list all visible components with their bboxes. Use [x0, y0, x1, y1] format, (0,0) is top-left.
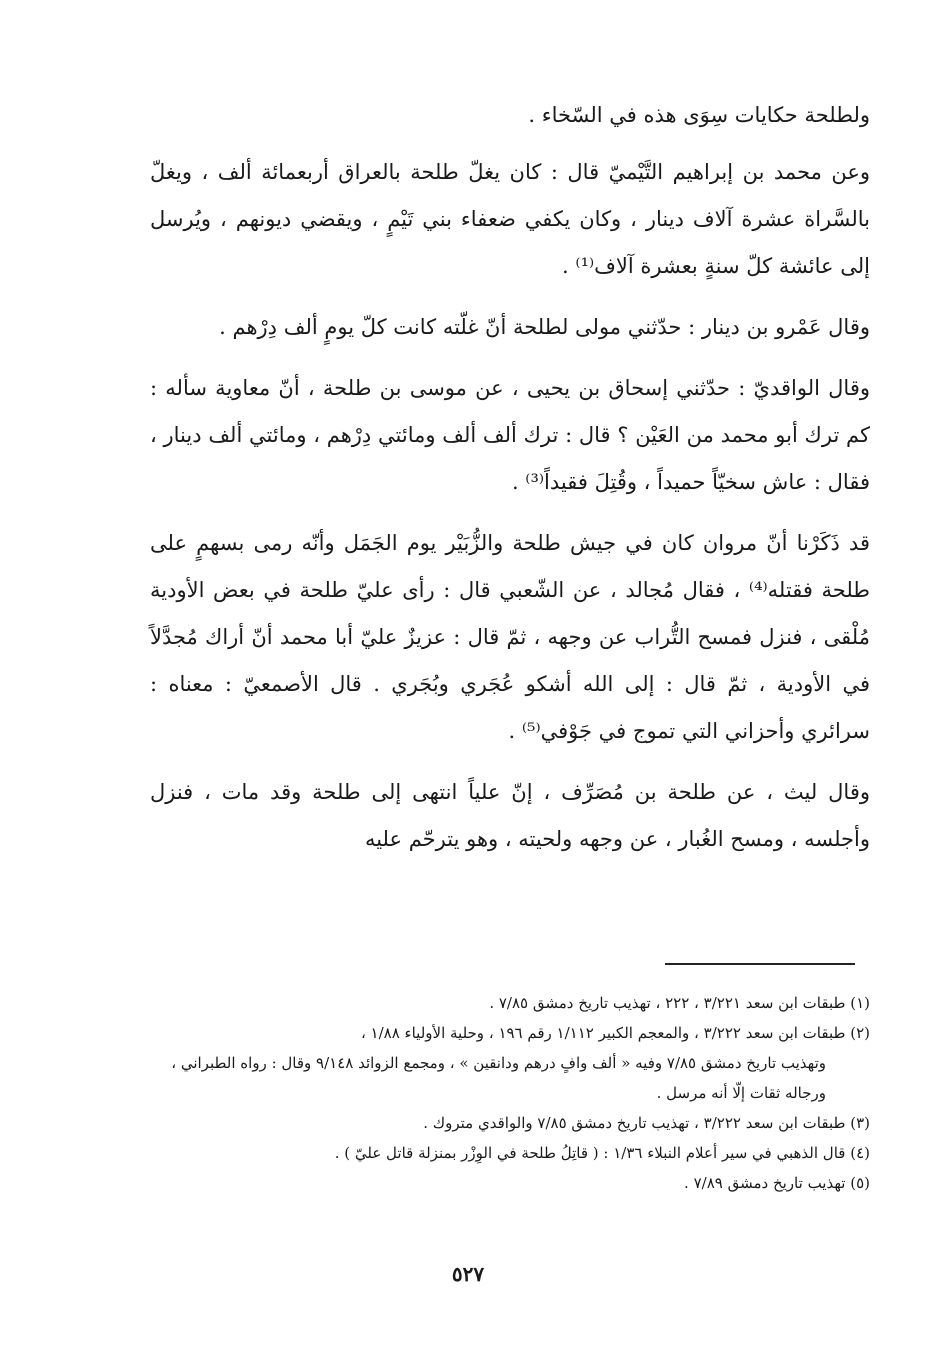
paragraph-2: وعن محمد بن إبراهيم التَّيْميّ قال : كان يغلّ طلحة بالعراق أربعمائة ألف ، ويغلّ بالسَّراة عشرة آلاف دينار ، وكان يكفي ضعفاء بني تَيْمٍ ، ويقضي ديونهم ، ويُرسل إلى عائشة كلّ سنةٍ بعشرة آلاف⁽¹⁾ .: [150, 160, 870, 278]
paragraph-4: وقال الواقديّ : حدّثني إسحاق بن يحيى ، عن موسى بن طلحة ، أنّ معاوية سأله : كم ترك أبو محمد من العَيْن ؟ قال : ترك ألف ألف ومائتي دِرْهم ، ومائتي ألف دينار ، فقال : عاش سخيّاً حميداً ، وقُتِلَ فقيداً⁽³⁾ .: [150, 376, 870, 494]
footnote-number: (٢): [850, 1024, 870, 1042]
footnote-number: (١): [850, 994, 870, 1012]
paragraph-6: وقال ليث ، عن طلحة بن مُصَرِّف ، إنّ علياً انتهى إلى طلحة وقد مات ، فنزل وأجلسه ، ومسح الغُبار ، عن وجهه ولحيته ، وهو يترحّم عليه: [150, 780, 870, 851]
footnote-3: [150, 1108, 870, 1138]
footnote-text: تهذيب تاريخ دمشق ٧/٨٩ .: [684, 1174, 846, 1192]
footnotes: [150, 988, 870, 1198]
footnote-number: (٤): [850, 1144, 870, 1162]
footnote-number: (٣): [850, 1114, 870, 1132]
page-number: ٥٢٧: [451, 1262, 485, 1286]
paragraph-1: ولطلحة حكايات سِوَى هذه في السّخاء .: [528, 103, 870, 127]
footnote-text: طبقات ابن سعد ٣/٢٢٢ ، تهذيب تاريخ دمشق ٧/٨٥ والواقدي متروك .: [423, 1114, 846, 1132]
footnote-number: (٥): [850, 1174, 870, 1192]
paragraph-5: قد ذَكَرْنا أنّ مروان كان في جيش طلحة والزُّبَيْر يوم الجَمَل وأنّه رمى بسهمٍ على طلحة فقتله⁽⁴⁾ ، فقال مُجالد ، عن الشّعبي قال : رأى عليّ طلحة في بعض الأودية مُلْقى ، فنزل فمسح التُّراب عن وجهه ، ثمّ قال : عزيزٌ عليّ أبا محمد أنّ أراك مُجدَّلاً في الأودية ، ثمّ قال : إلى الله أشكو عُجَري وبُجَري . قال الأصمعيّ : معناه : سرائري وأحزاني التي تموج في جَوْفي⁽⁵⁾ .: [150, 531, 870, 743]
main-text: [150, 92, 870, 877]
footnote-4: [150, 1138, 870, 1168]
footnote-1: [150, 988, 870, 1018]
footnote-5: [150, 1168, 870, 1198]
footnote-text: طبقات ابن سعد ٣/٢٢٢ ، والمعجم الكبير ١/١١٢ رقم ١٩٦ ، وحلية الأولياء ١/٨٨ ،: [360, 1024, 846, 1042]
footnote-separator: [665, 963, 855, 965]
paragraph-3: وقال عَمْرو بن دينار : حدّثني مولى لطلحة أنّ غلّته كانت كلّ يومٍ ألف دِرْهم .: [219, 315, 870, 339]
footnote-text: قال الذهبي في سير أعلام النبلاء ١/٣٦ : ( قاتِلُ طلحة في الوِزْر بمنزلة قاتل عليّ ) .: [334, 1144, 846, 1162]
footnote-2: [150, 1018, 870, 1108]
footnote-text: طبقات ابن سعد ٣/٢٢١ ، ٢٢٢ ، تهذيب تاريخ دمشق ٧/٨٥ .: [489, 994, 846, 1012]
footnote-continuation: وتهذيب تاريخ دمشق ٧/٨٥ وفيه « ألف وافٍ درهم ودانقين » ، ومجمع الزوائد ٩/١٤٨ وقال : رواه الطبراني ، ورجاله ثقات إلّا أنه مرسل .: [171, 1054, 826, 1102]
